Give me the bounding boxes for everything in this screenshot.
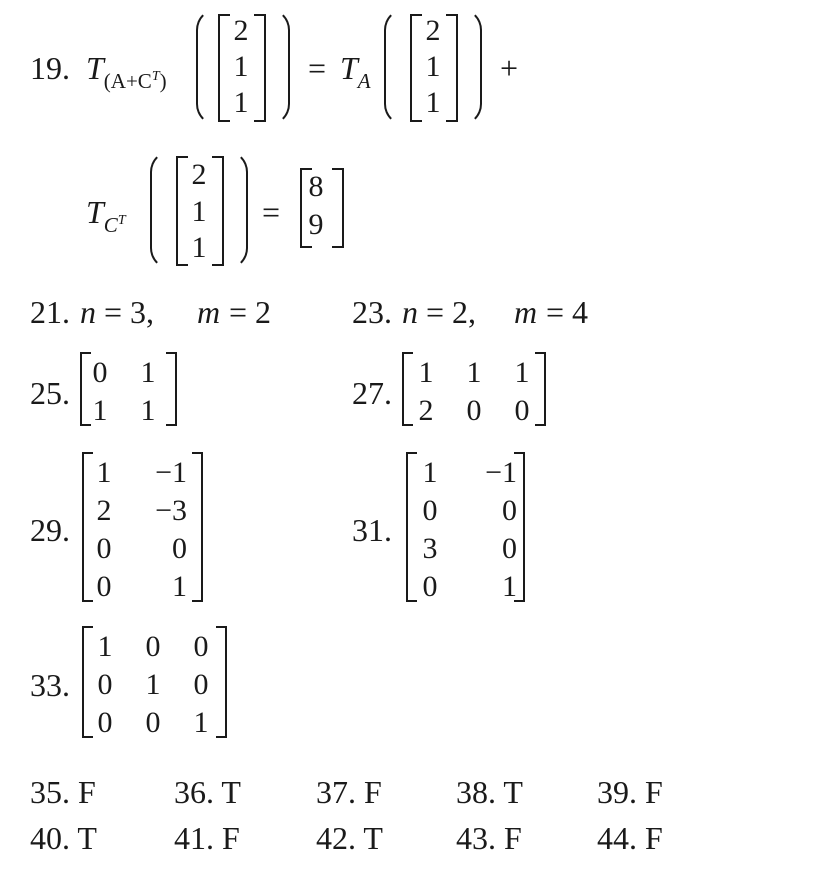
result-entry: 9 [308,208,324,241]
n-label: n [402,294,418,330]
matrix-cell: 1 [502,570,517,603]
result-entry: 8 [308,170,324,203]
n-value: = 3, [104,294,155,330]
answer-36: 36. T [174,774,241,810]
matrix-cell: 0 [422,570,438,603]
m-label: m [514,294,538,330]
matrix-cell: −3 [155,494,187,527]
answer-38: 38. T [456,774,523,810]
matrix-cell: 3 [422,532,438,565]
equals-sign: = [262,194,281,230]
answer-40: 40. T [30,820,97,856]
right-bracket [212,156,224,266]
problem-number: 31. [352,512,392,548]
matrix-cell: −1 [485,456,517,489]
matrix-cell: 0 [145,630,161,663]
subscript: (A+CT) [103,69,167,93]
problem-number: 23. [352,294,392,330]
equals-sign: = [308,50,327,86]
matrix-cell: 0 [502,494,517,527]
t-operator: $T_{C^T}$ [86,194,126,237]
matrix-cell: 1 [145,668,161,701]
right-bracket [254,14,266,122]
t-operator: $T_{(A+C^T)}$ [86,50,167,93]
problem-number: 19. [30,50,70,86]
answer-42: 42. T [316,820,383,856]
vector-entry: 1 [191,231,207,264]
right-bracket [516,452,525,602]
matrix-cell: 0 [514,394,530,427]
problem-number: 21. [30,294,70,330]
problem-number: 25. [30,375,70,411]
right-bracket [194,452,203,602]
subscript: CT [103,213,126,237]
matrix-cell: 1 [92,394,108,427]
matrix-cell: 1 [418,356,434,389]
matrix-cell: 0 [422,494,438,527]
matrix-cell: 0 [172,532,187,565]
answer-44: 44. F [597,820,663,856]
matrix-cell: 1 [422,456,438,489]
matrix-cell: 1 [514,356,530,389]
matrix-cell: 0 [92,356,108,389]
right-bracket [332,168,344,248]
right-bracket [446,14,458,122]
answer-35: 35. F [30,774,96,810]
vector-entry: 1 [425,50,441,83]
right-paren [268,8,290,126]
matrix-cell: 0 [193,630,209,663]
matrix-cell: 1 [466,356,482,389]
right-bracket [537,352,546,426]
matrix-cell: 0 [502,532,517,565]
n-value: = 2, [426,294,477,330]
matrix-cell: 0 [96,532,112,565]
matrix-cell: 0 [97,706,113,739]
matrix-cell: 0 [96,570,112,603]
right-bracket [168,352,177,426]
problem-number: 29. [30,512,70,548]
m-label: m [197,294,221,330]
answer-43: 43. F [456,820,522,856]
matrix-cell: 1 [140,356,156,389]
m-value: = 4 [546,294,589,330]
problem-number: 27. [352,375,392,411]
matrix-cell: 2 [418,394,434,427]
problem-number: 33. [30,667,70,703]
answer-39: 39. F [597,774,663,810]
vector-entry: 1 [233,86,249,119]
matrix-cell: 0 [466,394,482,427]
answer-41: 41. F [174,820,240,856]
matrix-cell: 0 [145,706,161,739]
vector-entry: 2 [233,14,249,47]
t-operator: $T_A$ [340,50,371,93]
n-label: n [80,294,96,330]
matrix-cell: −1 [155,456,187,489]
vector-entry: 1 [233,50,249,83]
vector-entry: 1 [425,86,441,119]
matrix-cell: 1 [140,394,156,427]
right-bracket [218,626,227,738]
answer-37: 37. F [316,774,382,810]
matrix-cell: 0 [97,668,113,701]
right-paren [460,8,482,126]
m-value: = 2 [229,294,272,330]
matrix-cell: 1 [96,456,112,489]
vector-entry: 1 [191,195,207,228]
matrix-cell: 1 [172,570,187,603]
vector-entry: 2 [191,158,207,191]
right-paren [226,150,248,270]
matrix-cell: 0 [193,668,209,701]
matrix-cell: 1 [97,630,113,663]
matrix-cell: 1 [193,706,209,739]
plus-sign: + [500,50,519,86]
vector-entry: 2 [425,14,441,47]
matrix-cell: 2 [96,494,112,527]
